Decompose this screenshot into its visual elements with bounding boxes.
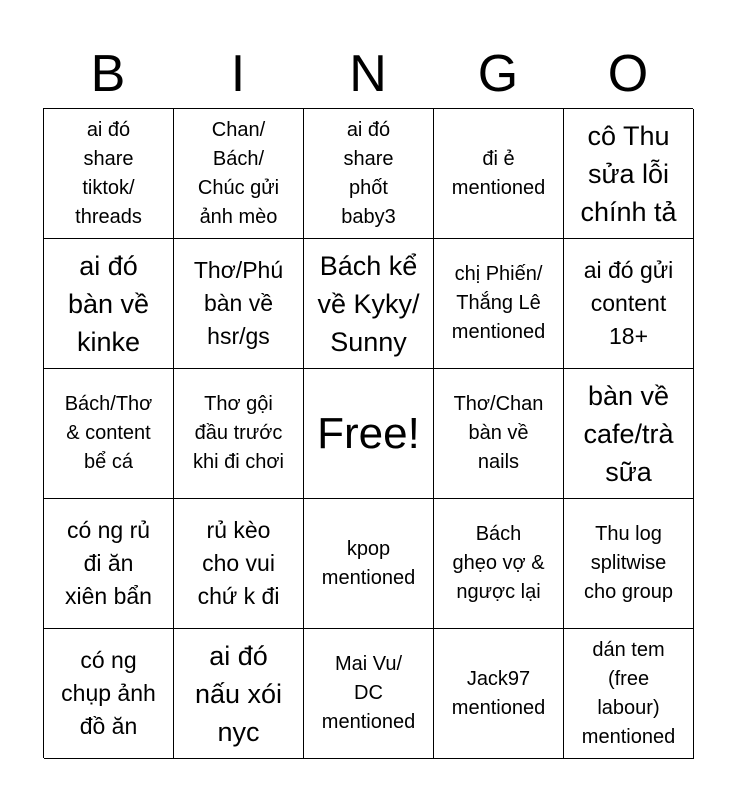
bingo-cell-r5c1[interactable] xyxy=(44,629,174,759)
bingo-cell-text: Thơ/Chan bàn về nails xyxy=(453,393,544,473)
bingo-cell-text: Bách kể về Kyky/ Sunny xyxy=(317,250,420,357)
bingo-cell-text: Bách/Thơ & content bể cá xyxy=(64,393,153,473)
bingo-cell-text: kpop mentioned xyxy=(321,537,416,589)
bingo-cell-text: dán tem (free labour) mentioned xyxy=(581,638,676,748)
bingo-cell-r3c5[interactable] xyxy=(564,369,694,499)
bingo-cell-r1c2[interactable] xyxy=(174,109,304,239)
bingo-cell-r2c1[interactable] xyxy=(44,239,174,369)
bingo-cell-r2c2[interactable] xyxy=(174,239,304,369)
bingo-cell-r5c5[interactable] xyxy=(564,629,694,759)
header-letter-n: N xyxy=(349,45,387,103)
bingo-cell-text: ai đó gửi content 18+ xyxy=(583,257,674,349)
bingo-cell-r4c1[interactable] xyxy=(44,499,174,629)
bingo-cell-text: cô Thu sửa lỗi chính tả xyxy=(580,120,677,227)
bingo-cell-text: rủ kèo cho vui chứ k đi xyxy=(197,517,280,609)
header-letter-i: I xyxy=(230,45,246,103)
bingo-cell-text: chị Phiến/ Thắng Lê mentioned xyxy=(451,263,546,343)
bingo-cell-text: ai đó share phốt baby3 xyxy=(341,118,396,228)
bingo-cell-r1c1[interactable] xyxy=(44,109,174,239)
header-letter-g: G xyxy=(477,45,519,103)
bingo-cell-text: có ng rủ đi ăn xiên bẩn xyxy=(65,517,152,609)
bingo-cell-r4c3[interactable] xyxy=(304,499,434,629)
bingo-cell-r5c3[interactable] xyxy=(304,629,434,759)
bingo-cell-text: Chan/ Bách/ Chúc gửi ảnh mèo xyxy=(197,118,280,228)
bingo-cell-r4c5[interactable] xyxy=(564,499,694,629)
bingo-cell-r1c3[interactable] xyxy=(304,109,434,239)
bingo-cell-r1c4[interactable] xyxy=(434,109,564,239)
bingo-cell-r1c5[interactable] xyxy=(564,109,694,239)
bingo-cell-r4c2[interactable] xyxy=(174,499,304,629)
header-letter-o: O xyxy=(607,45,649,103)
bingo-cell-free[interactable] xyxy=(304,369,434,499)
bingo-cell-text: Bách ghẹo vợ & ngược lại xyxy=(452,523,545,603)
bingo-cell-r4c4[interactable] xyxy=(434,499,564,629)
bingo-cell-r2c4[interactable] xyxy=(434,239,564,369)
bingo-cell-r3c1[interactable] xyxy=(44,369,174,499)
bingo-cell-r2c3[interactable] xyxy=(304,239,434,369)
bingo-cell-text: có ng chụp ảnh đồ ăn xyxy=(61,647,156,739)
bingo-cell-text: ai đó nấu xói nyc xyxy=(194,640,283,747)
bingo-cell-r5c2[interactable] xyxy=(174,629,304,759)
bingo-cell-r3c2[interactable] xyxy=(174,369,304,499)
bingo-cell-text: Thu log splitwise cho group xyxy=(584,523,673,603)
bingo-cell-text: bàn về cafe/trà sữa xyxy=(583,380,674,487)
bingo-cell-text: Thơ/Phú bàn về hsr/gs xyxy=(193,257,284,349)
bingo-card xyxy=(43,108,693,758)
bingo-cell-text: đi ẻ mentioned xyxy=(451,147,546,199)
free-space-label: Free! xyxy=(317,408,420,458)
bingo-cell-r5c4[interactable] xyxy=(434,629,564,759)
bingo-cell-text: Thơ gội đầu trước khi đi chơi xyxy=(193,393,284,473)
bingo-cell-text: Jack97 mentioned xyxy=(451,667,546,719)
bingo-cell-text: ai đó share tiktok/ threads xyxy=(75,118,142,228)
bingo-header xyxy=(43,40,693,108)
header-letter-b: B xyxy=(90,45,126,103)
bingo-cell-r2c5[interactable] xyxy=(564,239,694,369)
bingo-cell-text: Mai Vu/ DC mentioned xyxy=(321,653,416,733)
bingo-cell-r3c4[interactable] xyxy=(434,369,564,499)
bingo-cell-text: ai đó bàn về kinke xyxy=(67,250,150,357)
